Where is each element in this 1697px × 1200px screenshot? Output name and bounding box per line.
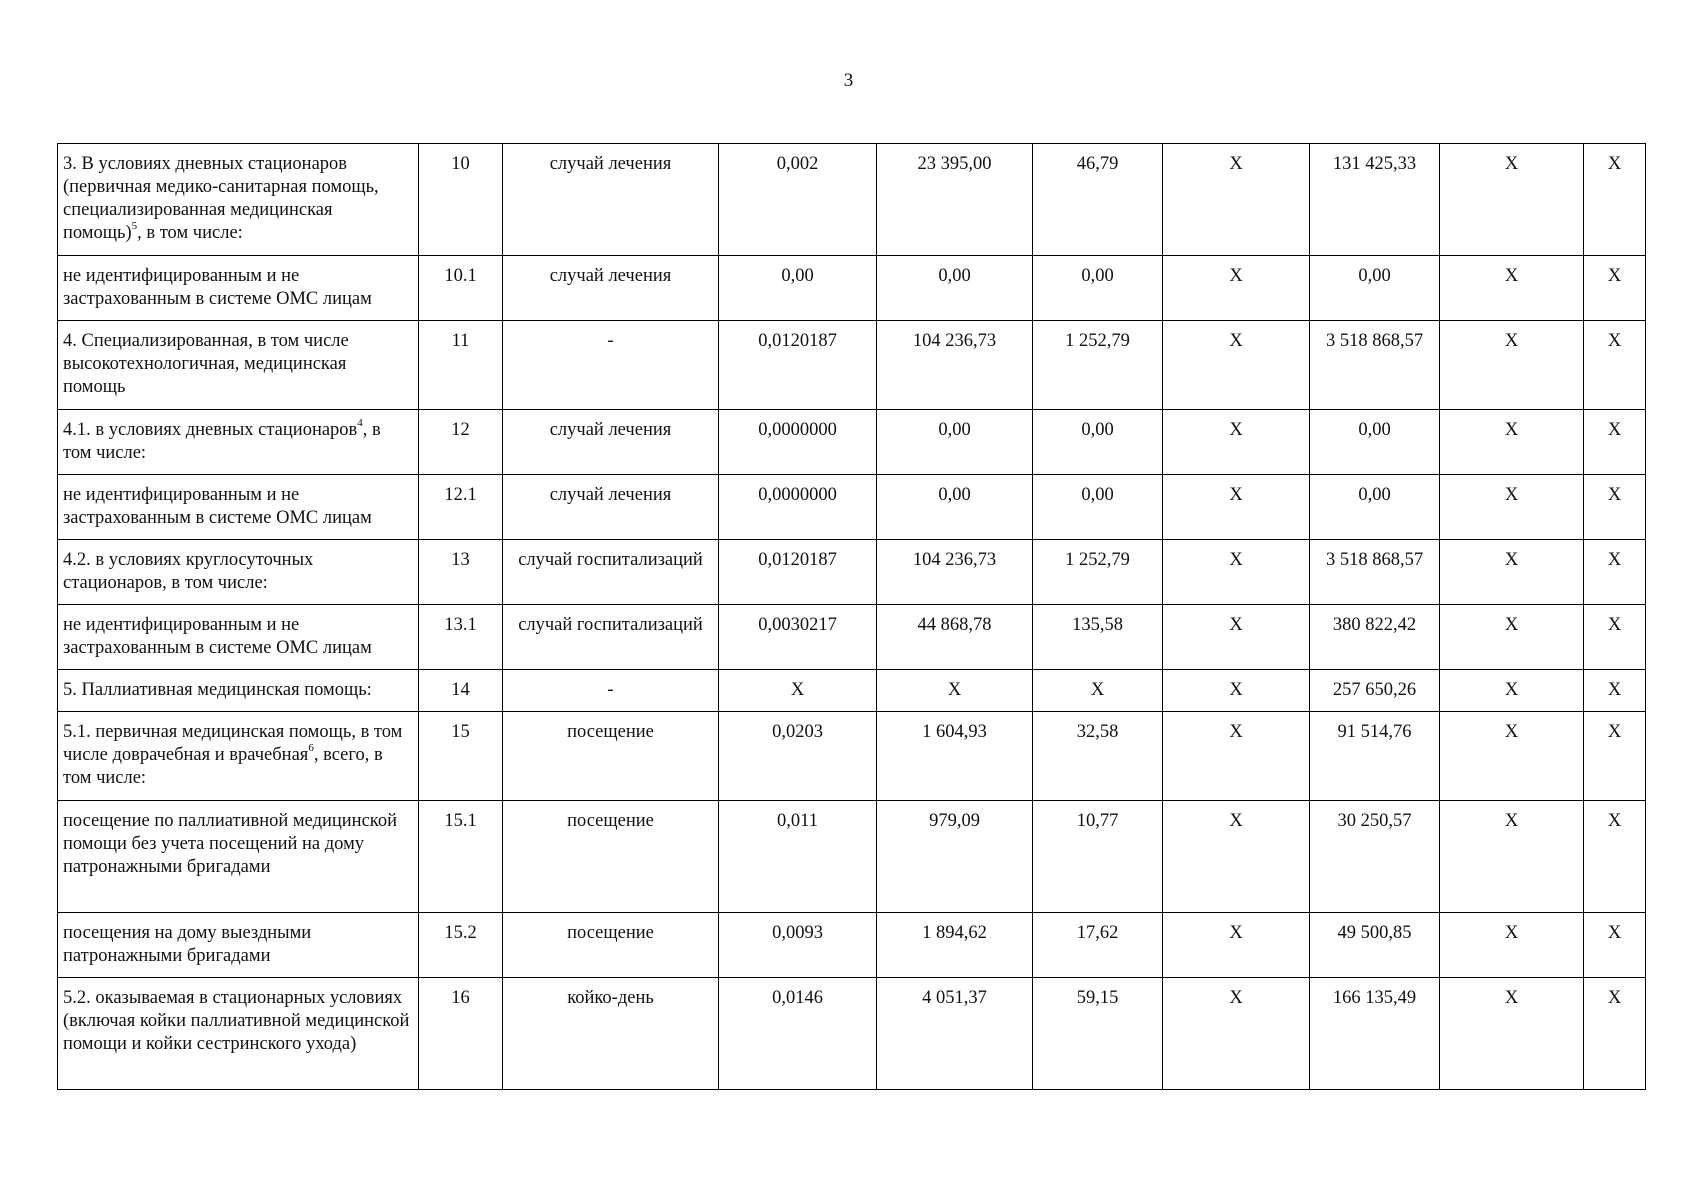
row-label-cell: [58, 475, 419, 540]
row-label-tail: , в том числе:: [137, 223, 243, 243]
total-oms-cell: X: [1440, 712, 1584, 801]
volume-norm-cell: 0,002: [719, 144, 877, 256]
total-cell: X: [1584, 913, 1646, 978]
table-row: [58, 256, 1646, 321]
per-capita-oms-cell: X: [1163, 670, 1310, 712]
total-cell: X: [1584, 605, 1646, 670]
row-label-cell: [58, 605, 419, 670]
row-label: 5.2. оказываемая в стационарных условиях (включая койки паллиативной медицинской помощи и койки сестринского ухода): [63, 988, 410, 1054]
table-row: [58, 605, 1646, 670]
total-cell: X: [1584, 670, 1646, 712]
total-oms-cell: X: [1440, 256, 1584, 321]
row-label: 4.1. в условиях дневных стационаров: [63, 420, 358, 440]
total-oms-cell: X: [1440, 978, 1584, 1090]
row-number-cell: 15.1: [419, 801, 503, 913]
row-label-tail: , всего, в том числе:: [63, 745, 383, 788]
row-number-cell: 11: [419, 321, 503, 410]
per-capita-budget-cell: 135,58: [1033, 605, 1163, 670]
table-row: [58, 540, 1646, 605]
per-capita-budget-cell: 1 252,79: [1033, 321, 1163, 410]
row-label-cell: [58, 256, 419, 321]
cost-per-unit-cell: 1 604,93: [877, 712, 1033, 801]
total-cell: X: [1584, 540, 1646, 605]
table-row: [58, 801, 1646, 913]
total-cell: X: [1584, 144, 1646, 256]
table-row: [58, 913, 1646, 978]
unit-of-measure-cell: случай лечения: [503, 256, 719, 321]
total-budget-cell: 131 425,33: [1310, 144, 1440, 256]
unit-of-measure-cell: случай госпитализаций: [503, 540, 719, 605]
cost-per-unit-cell: 0,00: [877, 410, 1033, 475]
volume-norm-cell: 0,0146: [719, 978, 877, 1090]
volume-norm-cell: 0,0000000: [719, 410, 877, 475]
volume-norm-cell: 0,0093: [719, 913, 877, 978]
footnote-ref: 6: [308, 741, 314, 754]
footnote-ref: 5: [131, 219, 138, 232]
unit-of-measure-cell: посещение: [503, 913, 719, 978]
total-oms-cell: X: [1440, 605, 1584, 670]
row-number-cell: 13: [419, 540, 503, 605]
row-label: 5. Паллиативная медицинская помощь:: [63, 680, 372, 700]
unit-of-measure-cell: случай лечения: [503, 475, 719, 540]
row-number-cell: 12: [419, 410, 503, 475]
row-label-cell: [58, 670, 419, 712]
total-oms-cell: X: [1440, 670, 1584, 712]
table-row: [58, 475, 1646, 540]
row-label: не идентифицированным и не застрахованным в системе ОМС лицам: [63, 615, 372, 658]
total-cell: X: [1584, 978, 1646, 1090]
table-row: [58, 978, 1646, 1090]
per-capita-oms-cell: X: [1163, 410, 1310, 475]
cost-per-unit-cell: 1 894,62: [877, 913, 1033, 978]
volume-norm-cell: 0,011: [719, 801, 877, 913]
per-capita-budget-cell: 10,77: [1033, 801, 1163, 913]
per-capita-budget-cell: 0,00: [1033, 256, 1163, 321]
cost-per-unit-cell: 4 051,37: [877, 978, 1033, 1090]
total-oms-cell: X: [1440, 475, 1584, 540]
total-budget-cell: 0,00: [1310, 410, 1440, 475]
row-label: не идентифицированным и не застрахованным в системе ОМС лицам: [63, 266, 372, 309]
row-label-cell: [58, 712, 419, 801]
unit-of-measure-cell: -: [503, 670, 719, 712]
per-capita-oms-cell: X: [1163, 605, 1310, 670]
row-number-cell: 10: [419, 144, 503, 256]
row-label-cell: [58, 321, 419, 410]
volume-norm-cell: X: [719, 670, 877, 712]
table-row: [58, 712, 1646, 801]
per-capita-oms-cell: X: [1163, 256, 1310, 321]
unit-of-measure-cell: случай лечения: [503, 410, 719, 475]
total-oms-cell: X: [1440, 801, 1584, 913]
row-number-cell: 10.1: [419, 256, 503, 321]
total-cell: X: [1584, 475, 1646, 540]
row-label: 3. В условиях дневных стационаров (первичная медико-санитарная помощь, специализированная медицинская помощь): [63, 154, 379, 243]
row-label-cell: [58, 410, 419, 475]
footnote-ref: 4: [357, 416, 363, 429]
unit-of-measure-cell: посещение: [503, 801, 719, 913]
cost-per-unit-cell: 23 395,00: [877, 144, 1033, 256]
row-label: 5.1. первичная медицинская помощь, в том числе доврачебная и врачебная: [63, 722, 403, 765]
total-cell: X: [1584, 256, 1646, 321]
row-label-cell: [58, 144, 419, 256]
total-budget-cell: 91 514,76: [1310, 712, 1440, 801]
row-number-cell: 12.1: [419, 475, 503, 540]
total-cell: X: [1584, 712, 1646, 801]
table-row: [58, 144, 1646, 256]
table-row: [58, 321, 1646, 410]
cost-per-unit-cell: 104 236,73: [877, 321, 1033, 410]
row-label-cell: [58, 913, 419, 978]
total-oms-cell: X: [1440, 540, 1584, 605]
row-label: посещение по паллиативной медицинской помощи без учета посещений на дому патронажными бригадами: [63, 811, 397, 877]
per-capita-oms-cell: X: [1163, 913, 1310, 978]
cost-per-unit-cell: 0,00: [877, 256, 1033, 321]
unit-of-measure-cell: случай госпитализаций: [503, 605, 719, 670]
total-oms-cell: X: [1440, 410, 1584, 475]
volume-norm-cell: 0,0120187: [719, 540, 877, 605]
total-budget-cell: 166 135,49: [1310, 978, 1440, 1090]
volume-norm-cell: 0,0203: [719, 712, 877, 801]
row-number-cell: 14: [419, 670, 503, 712]
row-number-cell: 15: [419, 712, 503, 801]
total-oms-cell: X: [1440, 144, 1584, 256]
per-capita-budget-cell: 1 252,79: [1033, 540, 1163, 605]
data-table: [57, 143, 1646, 1090]
per-capita-oms-cell: X: [1163, 801, 1310, 913]
row-label-tail: , в том числе:: [63, 420, 381, 463]
per-capita-oms-cell: X: [1163, 712, 1310, 801]
row-number-cell: 13.1: [419, 605, 503, 670]
total-budget-cell: 0,00: [1310, 256, 1440, 321]
per-capita-budget-cell: X: [1033, 670, 1163, 712]
per-capita-oms-cell: X: [1163, 144, 1310, 256]
per-capita-oms-cell: X: [1163, 540, 1310, 605]
per-capita-budget-cell: 17,62: [1033, 913, 1163, 978]
total-budget-cell: 257 650,26: [1310, 670, 1440, 712]
per-capita-oms-cell: X: [1163, 475, 1310, 540]
unit-of-measure-cell: койко-день: [503, 978, 719, 1090]
per-capita-budget-cell: 32,58: [1033, 712, 1163, 801]
cost-per-unit-cell: X: [877, 670, 1033, 712]
row-label: не идентифицированным и не застрахованным в системе ОМС лицам: [63, 485, 372, 528]
table-body: [58, 144, 1646, 1090]
row-label-cell: [58, 978, 419, 1090]
page-number: 3: [843, 70, 854, 91]
cost-per-unit-cell: 104 236,73: [877, 540, 1033, 605]
total-budget-cell: 3 518 868,57: [1310, 540, 1440, 605]
volume-norm-cell: 0,0030217: [719, 605, 877, 670]
total-budget-cell: 3 518 868,57: [1310, 321, 1440, 410]
row-label-cell: [58, 540, 419, 605]
per-capita-budget-cell: 0,00: [1033, 410, 1163, 475]
total-budget-cell: 380 822,42: [1310, 605, 1440, 670]
unit-of-measure-cell: посещение: [503, 712, 719, 801]
cost-per-unit-cell: 44 868,78: [877, 605, 1033, 670]
table-row: [58, 410, 1646, 475]
table-row: [58, 670, 1646, 712]
cost-per-unit-cell: 0,00: [877, 475, 1033, 540]
total-cell: X: [1584, 410, 1646, 475]
row-label: 4. Специализированная, в том числе высокотехнологичная, медицинская помощь: [63, 331, 349, 397]
volume-norm-cell: 0,0000000: [719, 475, 877, 540]
per-capita-oms-cell: X: [1163, 978, 1310, 1090]
unit-of-measure-cell: -: [503, 321, 719, 410]
unit-of-measure-cell: случай лечения: [503, 144, 719, 256]
row-number-cell: 16: [419, 978, 503, 1090]
row-label: 4.2. в условиях круглосуточных стационаров, в том числе:: [63, 550, 314, 593]
total-cell: X: [1584, 321, 1646, 410]
total-oms-cell: X: [1440, 321, 1584, 410]
cost-per-unit-cell: 979,09: [877, 801, 1033, 913]
total-oms-cell: X: [1440, 913, 1584, 978]
total-budget-cell: 0,00: [1310, 475, 1440, 540]
per-capita-oms-cell: X: [1163, 321, 1310, 410]
per-capita-budget-cell: 0,00: [1033, 475, 1163, 540]
volume-norm-cell: 0,0120187: [719, 321, 877, 410]
per-capita-budget-cell: 59,15: [1033, 978, 1163, 1090]
total-cell: X: [1584, 801, 1646, 913]
per-capita-budget-cell: 46,79: [1033, 144, 1163, 256]
volume-norm-cell: 0,00: [719, 256, 877, 321]
total-budget-cell: 49 500,85: [1310, 913, 1440, 978]
row-number-cell: 15.2: [419, 913, 503, 978]
row-label: посещения на дому выездными патронажными бригадами: [63, 923, 312, 966]
total-budget-cell: 30 250,57: [1310, 801, 1440, 913]
row-label-cell: [58, 801, 419, 913]
